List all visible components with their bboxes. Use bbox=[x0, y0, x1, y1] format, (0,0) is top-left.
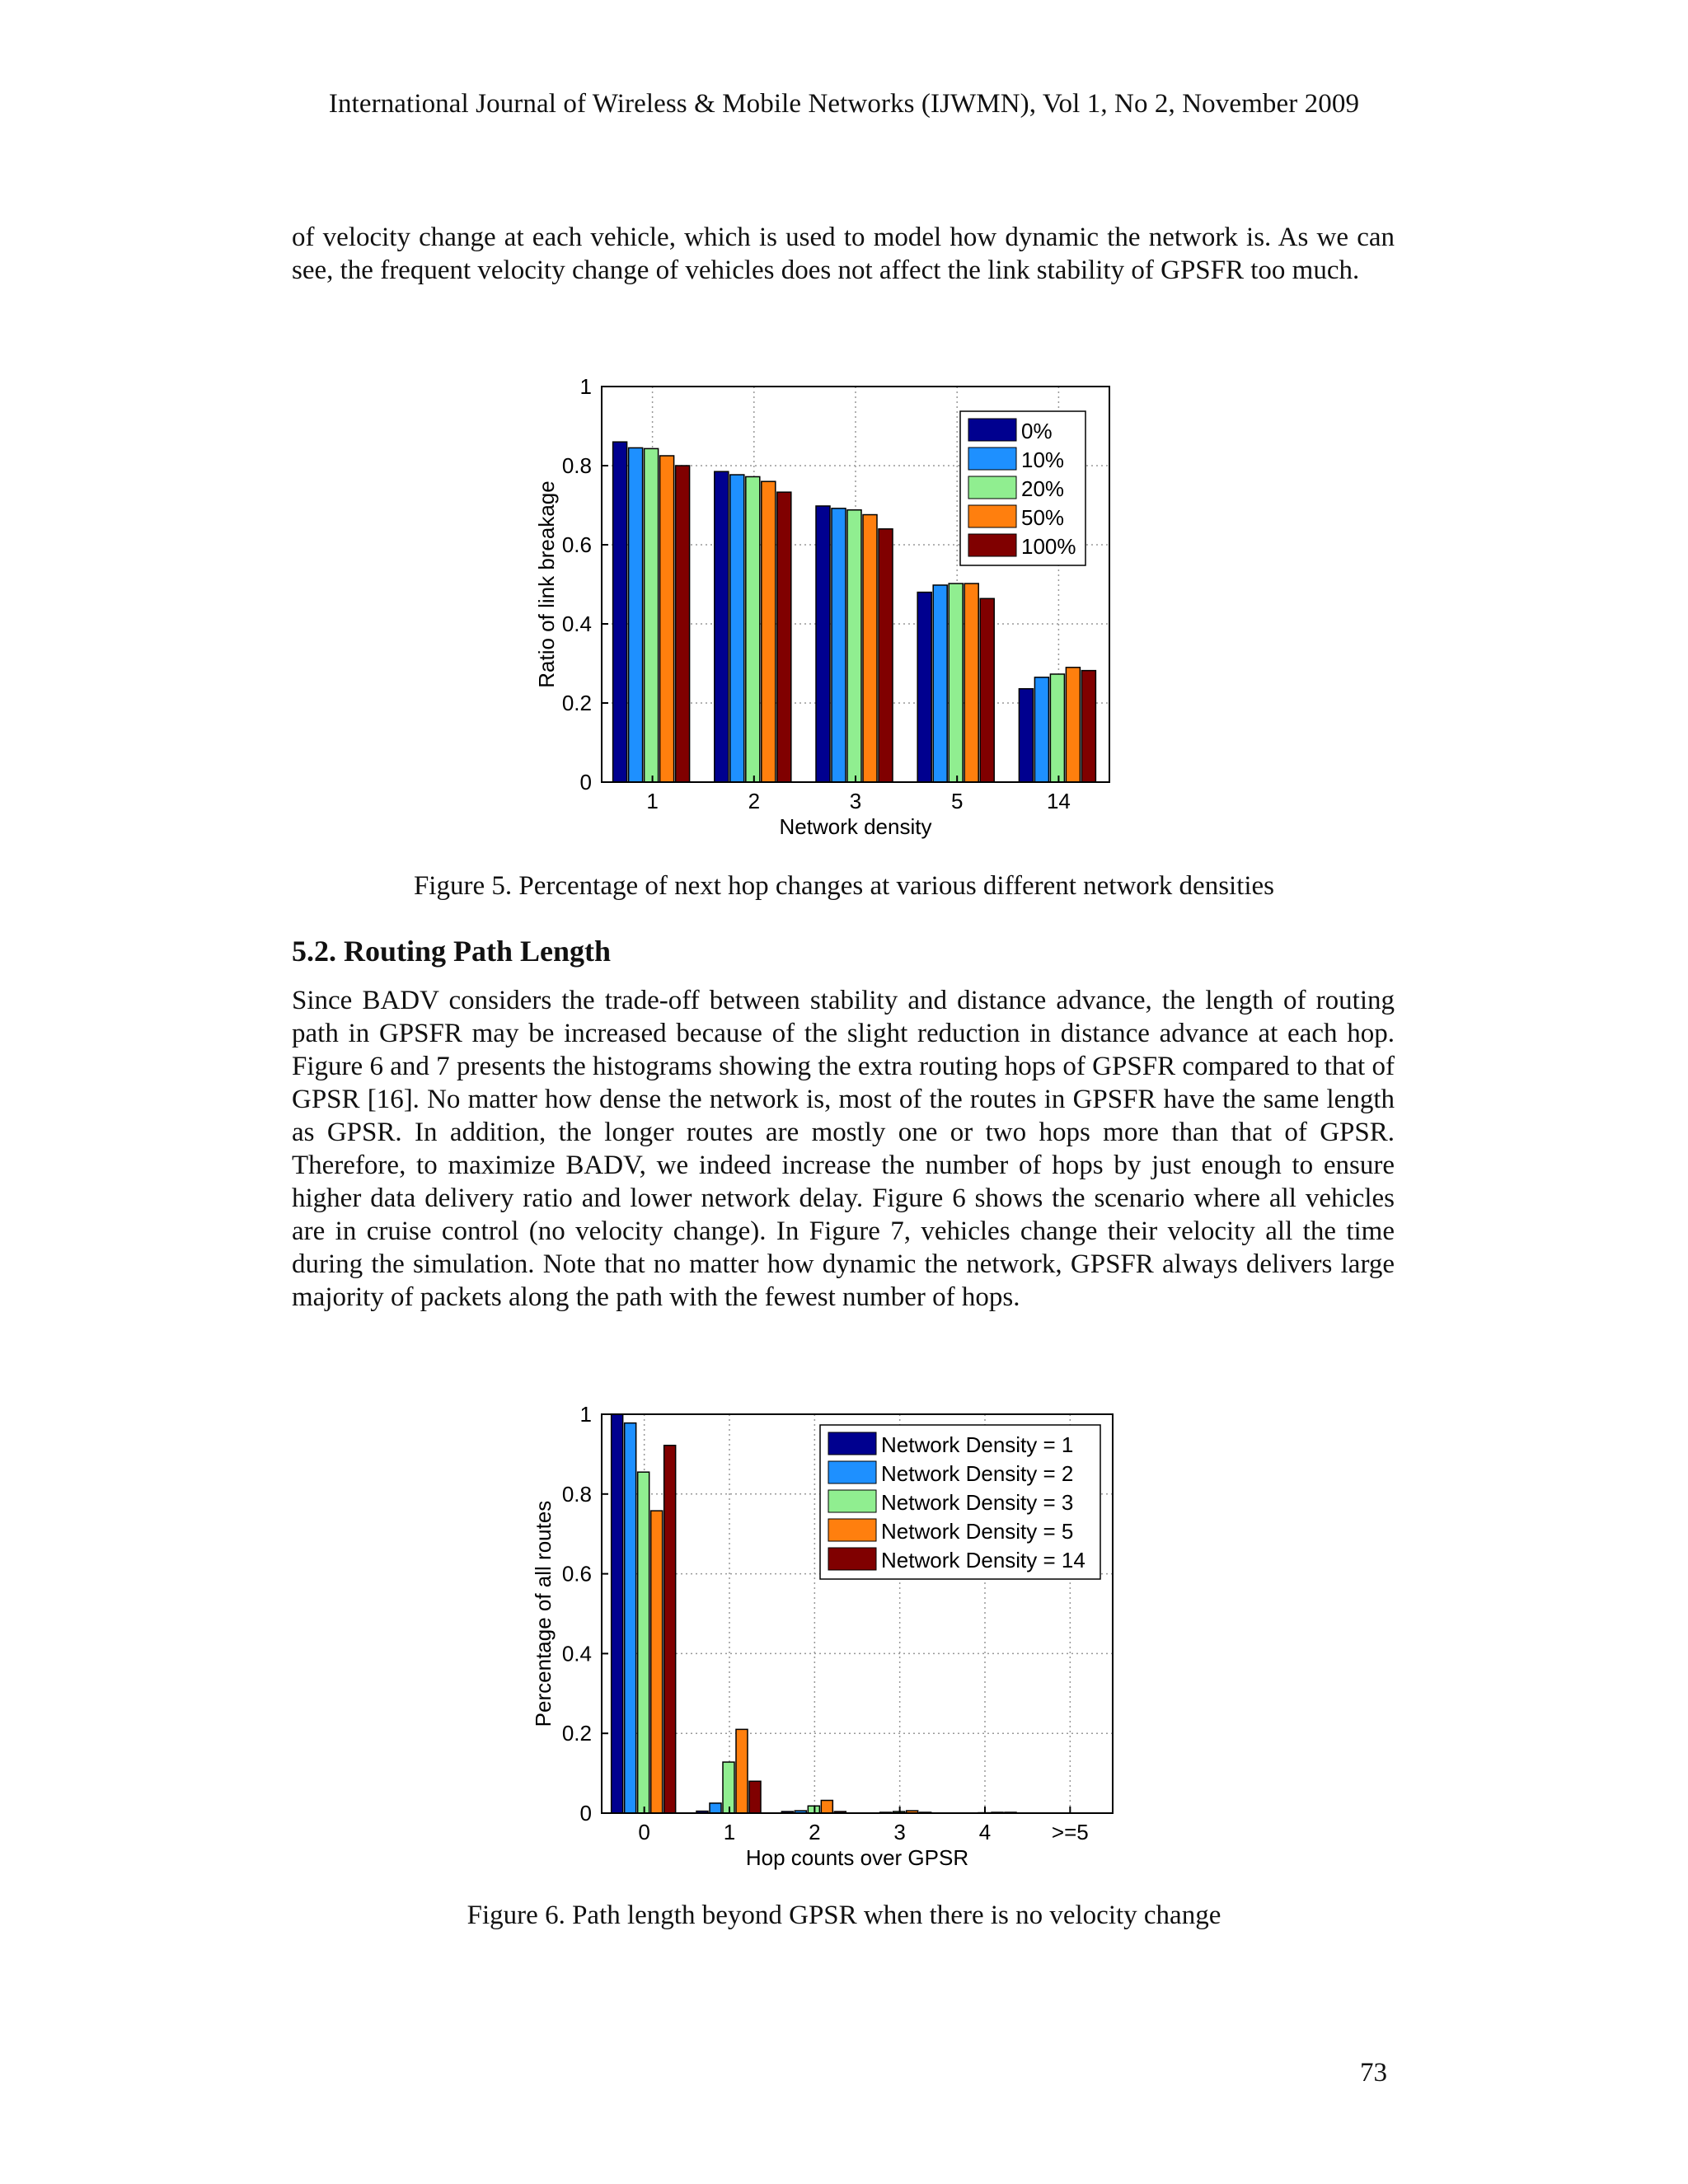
bar-1-5 bbox=[749, 1781, 761, 1813]
bar-0-2 bbox=[625, 1423, 636, 1813]
legend-label-5: 100% bbox=[1021, 534, 1076, 559]
legend-label-4: Network Density = 5 bbox=[881, 1519, 1074, 1544]
y-tick-label: 0.4 bbox=[561, 1641, 592, 1666]
x-tick-label: 14 bbox=[1046, 789, 1071, 813]
figure5-caption: Figure 5. Percentage of next hop changes at various different network densities bbox=[413, 871, 1275, 901]
y-tick-label: 0.2 bbox=[561, 1721, 592, 1746]
y-axis-label: Ratio of link breakage bbox=[534, 480, 559, 688]
x-tick-label: 1 bbox=[723, 1820, 736, 1844]
legend-label-1: 0% bbox=[1021, 419, 1053, 443]
x-tick-label: 2 bbox=[748, 789, 761, 813]
legend-label-5: Network Density = 14 bbox=[881, 1548, 1085, 1572]
x-tick-label: 3 bbox=[893, 1820, 906, 1844]
legend-swatch-4 bbox=[828, 1519, 876, 1541]
y-tick-label: 0.8 bbox=[561, 1481, 592, 1507]
x-tick-label: 2 bbox=[809, 1820, 821, 1844]
y-tick-label: 0.4 bbox=[561, 612, 592, 636]
legend-swatch-2 bbox=[828, 1461, 876, 1483]
y-tick-label: 0 bbox=[579, 1801, 592, 1825]
x-tick-label: 4 bbox=[978, 1820, 992, 1844]
section-heading: 5.2. Routing Path Length bbox=[292, 935, 612, 968]
paragraph-routing-path: Since BADV considers the trade-off between stability and distance advance, the length of routing path in GPSFR may be increased because of the slight reduction in distance advance at each hop. Figure 6 and 7 presents the histograms showing the extra routing hops of GPSFR compared to that of GPSR [16]. No matter how dense the network is, most of the routes in GPSFR have the same length as GPSR. In addition, the longer routes are mostly one or two hops more than that of GPSR. Therefore, to maximize BADV, we indeed increase the number of hops by just enough to ensure higher data delivery ratio and lower network delay. Figure 6 shows the scenario where all vehicles are in cruise control (no velocity change). In Figure 7, vehicles change their velocity all the time during the simulation. Note that no matter how dynamic the network, GPSFR always delivers large majority of packets along the path with the fewest number of hops. bbox=[292, 986, 1395, 1312]
bar-0-1 bbox=[612, 1414, 623, 1813]
figure6-caption: Figure 6. Path length beyond GPSR when there is no velocity change bbox=[467, 1900, 1221, 1930]
bar-0-5 bbox=[664, 1446, 676, 1813]
legend-swatch-1 bbox=[828, 1432, 876, 1455]
bar-1-3 bbox=[723, 1762, 734, 1813]
x-axis-label: Network density bbox=[779, 814, 932, 839]
legend-label-3: Network Density = 3 bbox=[881, 1490, 1074, 1515]
bar-0-4 bbox=[651, 1511, 663, 1813]
y-tick-label: 1 bbox=[579, 374, 592, 399]
y-tick-label: 0.2 bbox=[561, 691, 592, 715]
y-tick-label: 0.8 bbox=[561, 453, 592, 478]
legend-label-4: 50% bbox=[1021, 505, 1065, 530]
bar-2-4 bbox=[821, 1801, 832, 1813]
bar-1-2 bbox=[710, 1803, 721, 1813]
x-tick-label: 1 bbox=[646, 789, 659, 813]
legend-label-2: Network Density = 2 bbox=[881, 1461, 1074, 1486]
x-tick-label: >=5 bbox=[1051, 1820, 1089, 1844]
legend-label-3: 20% bbox=[1021, 476, 1065, 501]
paragraph-velocity: of velocity change at each vehicle, which is used to model how dynamic the network is. As we can see, the frequent velocity change of vehicles does not affect the link stability of GPSFR too much. bbox=[292, 223, 1395, 285]
y-tick-label: 1 bbox=[579, 1402, 592, 1427]
y-tick-label: 0.6 bbox=[561, 1561, 592, 1586]
bar-0-3 bbox=[638, 1472, 649, 1813]
legend-label-1: Network Density = 1 bbox=[881, 1432, 1074, 1457]
x-tick-label: 3 bbox=[849, 789, 862, 813]
x-tick-label: 0 bbox=[638, 1820, 650, 1844]
x-axis-label: Hop counts over GPSR bbox=[745, 1845, 969, 1870]
x-tick-label: 5 bbox=[950, 789, 964, 813]
page-number: 73 bbox=[1360, 2058, 1387, 2088]
legend-label-2: 10% bbox=[1021, 448, 1065, 472]
y-tick-label: 0 bbox=[579, 770, 592, 794]
bar-1-4 bbox=[736, 1729, 748, 1813]
y-tick-label: 0.6 bbox=[561, 532, 592, 557]
journal-header: International Journal of Wireless & Mobile Networks (IJWMN), Vol 1, No 2, November 2009 bbox=[328, 89, 1360, 119]
y-axis-label: Percentage of all routes bbox=[531, 1500, 556, 1727]
legend-swatch-5 bbox=[828, 1548, 876, 1570]
legend-swatch-3 bbox=[828, 1490, 876, 1512]
